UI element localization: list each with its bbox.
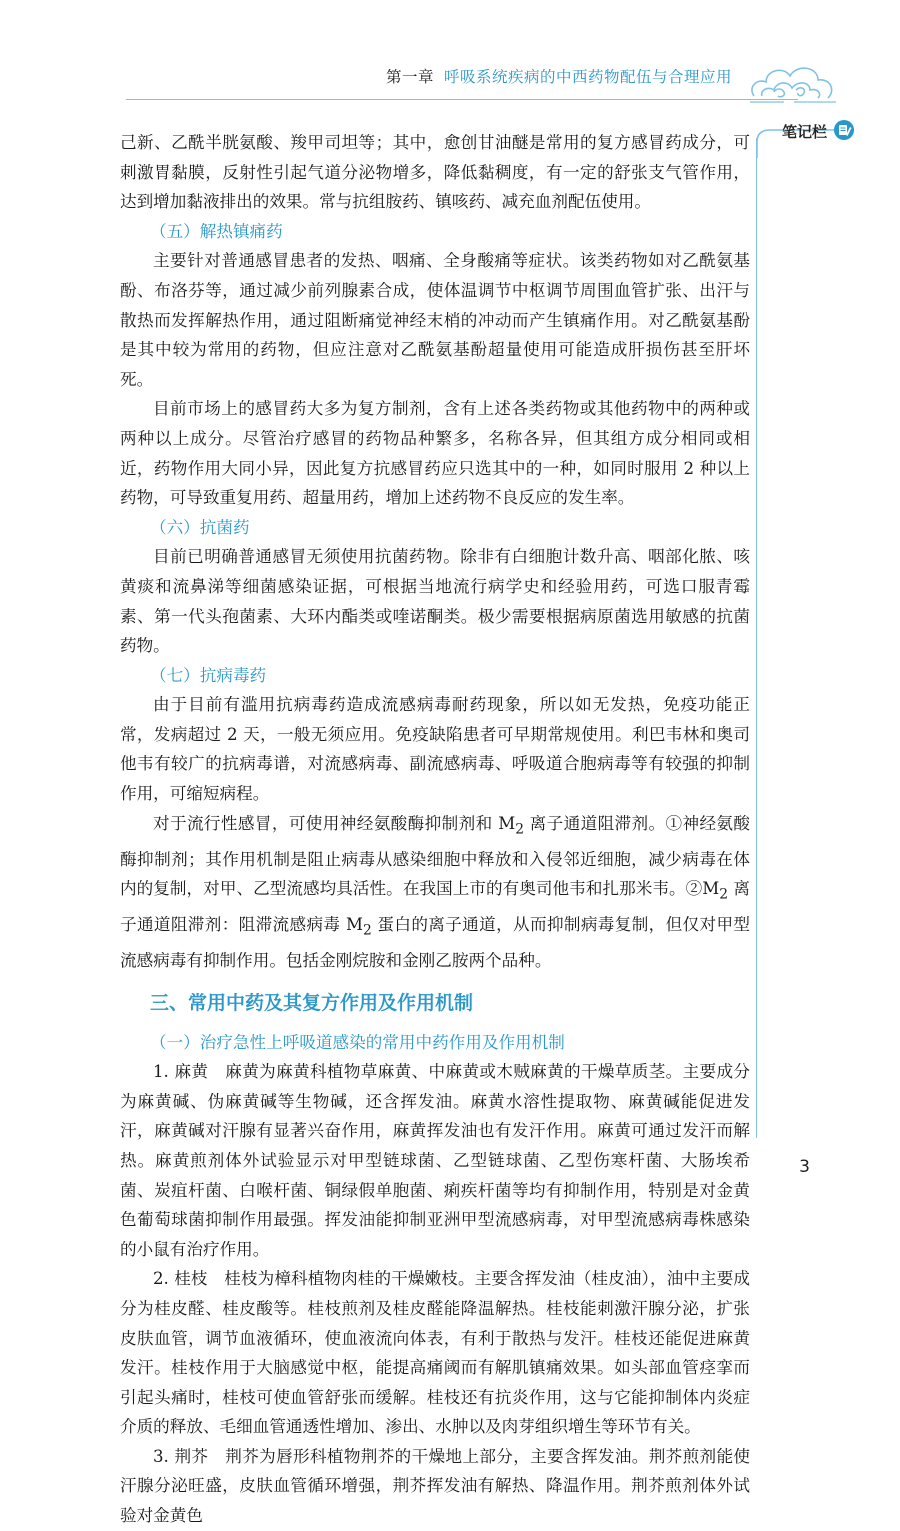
paragraph: 由于目前有滥用抗病毒药造成流感病毒耐药现象，所以如无发热，免疫功能正常，发病超过 2 天，一般无须应用。免疫缺陷患者可早期常规使用。利巴韦林和奥司他韦有较广的抗病毒谱，对流感病毒、副流感病毒、呼吸道合胞病毒等有较强的抑制作用，可缩短病程。 [120,695,750,804]
subscript: 2 [362,922,372,939]
paragraph: 主要针对普通感冒患者的发热、咽痛、全身酸痛等症状。该类药物如对乙酰氨基酚、布洛芬等，通过减少前列腺素合成，使体温调节中枢调节周围血管扩张、出汗与散热而发挥解热作用，通过阻断痛觉神经末梢的冲动而产生镇痛作用。对乙酰氨基酚是其中较为常用的药物，但应注意对乙酰氨基酚超量使用可能造成肝损伤甚至肝坏死。 [120,251,750,389]
section-heading: 三、常用中药及其复方作用及作用机制 [150,991,474,1014]
page-number: 3 [799,1157,810,1177]
subsection-heading: （一）治疗急性上呼吸道感染的常用中药作用及作用机制 [150,1032,565,1052]
notebook-pencil-icon [833,119,855,141]
notes-column-label: 笔记栏 [782,123,828,141]
main-text [120,128,750,1531]
text-run: 离子通道阻滞剂：阻滞流感病毒 M [120,879,750,935]
subsection-heading: （六）抗菌药 [150,517,250,537]
running-header [386,65,732,87]
paragraph: 己新、乙酰半胱氨酸、羧甲司坦等；其中，愈创甘油醚是常用的复方感冒药成分，可刺激胃黏膜，反射性引起气道分泌物增多，降低黏稠度，有一定的舒张支气管作用，达到增加黏液排出的效果。常与抗组胺药、镇咳药、减充血剂配伍使用。 [120,133,750,212]
paragraph: 目前已明确普通感冒无须使用抗菌药物。除非有白细胞计数升高、咽部化脓、咳黄痰和流鼻涕等细菌感染证据，可根据当地流行病学史和经验用药，可选口服青霉素、第一代头孢菌素、大环内酯类或喹诺酮类。极少需要根据病原菌选用敏感的抗菌药物。 [120,547,750,656]
text-run: 离子通道阻滞剂。①神经氨酸酶抑制剂；其作用机制是阻止病毒从感染细胞中释放和入侵邻近细胞，减少病毒在体内的复制，对甲、乙型流感均具活性。在我国上市的有奥司他韦和扎那米韦。②M [120,813,750,899]
subscript: 2 [719,886,729,903]
text-run: 对于流行性感冒，可使用神经氨酸酶抑制剂和 M [153,813,516,833]
cloud-ornament-icon [744,52,840,112]
chapter-title: 呼吸系统疾病的中西药物配伍与合理应用 [443,68,732,86]
paragraph: 3. 荆芥 荆芥为唇形科植物荆芥的干燥地上部分，主要含挥发油。荆芥煎剂能使汗腺分泌旺盛，皮肤血管循环增强，荆芥挥发油有解热、降温作用。荆芥煎剂体外试验对金黄色 [120,1446,750,1526]
subscript: 2 [515,820,525,837]
subsection-heading: （七）抗病毒药 [150,665,267,685]
paragraph: 目前市场上的感冒药大多为复方制剂，含有上述各类药物或其他药物中的两种或两种以上成分。尽管治疗感冒的药物品种繁多，名称各异，但其组方成分相同或相近，药物作用大同小异，因此复方抗感冒药应只选其中的一种，如同时服用 2 种以上药物，可导致重复用药、超量用药，增加上述药物不良反应的发生率。 [120,399,750,508]
notes-column-rule [756,138,757,1138]
paragraph: 2. 桂枝 桂枝为樟科植物肉桂的干燥嫩枝。主要含挥发油（桂皮油），油中主要成分为桂皮醛、桂皮酸等。桂枝煎剂及桂皮醛能降温解热。桂枝能刺激汗腺分泌，扩张皮肤血管，调节血液循环，使血液流向体表，有利于散热与发汗。桂枝还能促进麻黄发汗。桂枝作用于大脑感觉中枢，能提高痛阈而有解肌镇痛效果。如头部血管痉挛而引起头痛时，桂枝可使血管舒张而缓解。桂枝还有抗炎作用，这与它能抑制体内炎症介质的释放、毛细血管通透性增加、渗出、水肿以及肉芽组织增生等环节有关。 [120,1269,750,1437]
text-run: 蛋白的离子通道，从而抑制病毒复制，但仅对甲型流感病毒有抑制作用。包括金刚烷胺和金刚乙胺两个品种。 [120,915,750,970]
chapter-label: 第一章 [385,68,434,86]
header-rule [126,99,798,100]
paragraph [120,809,750,976]
paragraph: 1. 麻黄 麻黄为麻黄科植物草麻黄、中麻黄或木贼麻黄的干燥草质茎。主要成分为麻黄碱、伪麻黄碱等生物碱，还含挥发油。麻黄水溶性提取物、麻黄碱能促进发汗，麻黄碱对汗腺有显著兴奋作用，麻黄挥发油也有发汗作用。麻黄可通过发汗而解热。麻黄煎剂体外试验显示对甲型链球菌、乙型链球菌、乙型伤寒杆菌、大肠埃希菌、炭疽杆菌、白喉杆菌、铜绿假单胞菌、痢疾杆菌等均有抑制作用，特别是对金黄色葡萄球菌抑制作用最强。挥发油能抑制亚洲甲型流感病毒，对甲型流感病毒株感染的小鼠有治疗作用。 [120,1062,750,1259]
subsection-heading: （五）解热镇痛药 [150,221,283,241]
